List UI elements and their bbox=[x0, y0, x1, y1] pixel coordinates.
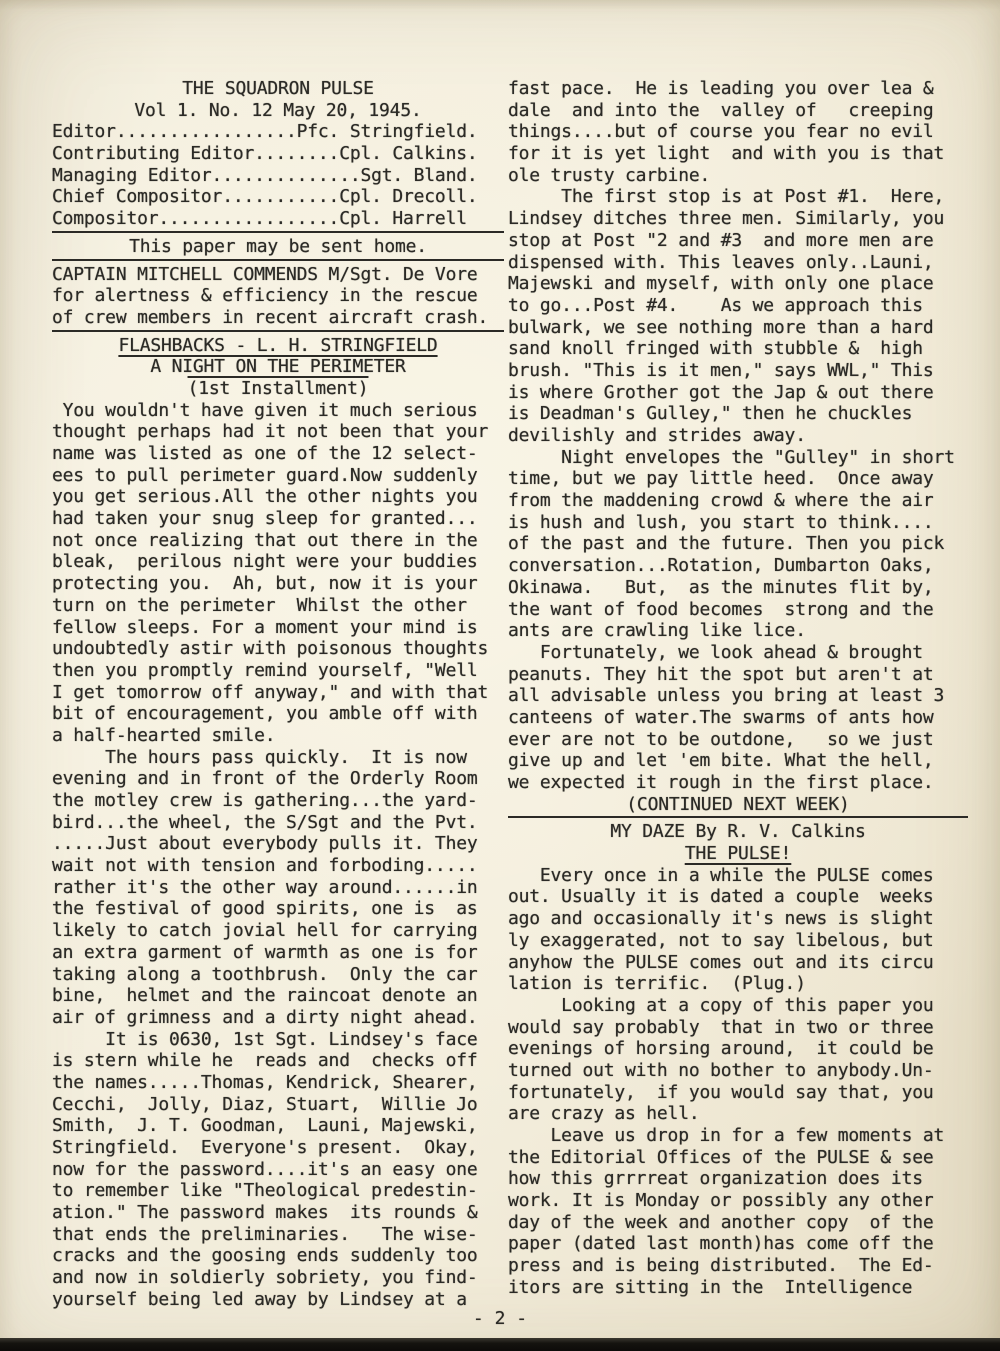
text-line: you get serious.All the other nights you bbox=[52, 486, 478, 508]
text-line: Looking at a copy of this paper you bbox=[508, 994, 934, 1016]
text-line: peanuts. They hit the spot but aren't at bbox=[508, 663, 934, 685]
text-line: canteens of water.The swarms of ants how bbox=[508, 706, 934, 728]
text-line: the want of food becomes strong and the bbox=[508, 598, 934, 620]
text-line: MY DAZE By R. V. Calkins bbox=[610, 821, 866, 843]
text-line: give up and let 'em bite. What the hell, bbox=[508, 750, 934, 772]
text-line: THE PULSE! bbox=[684, 843, 792, 865]
text-line: Stringfield. Everyone's present. Okay, bbox=[52, 1137, 478, 1158]
text-line: Contributing Editor........Cpl. Calkins. bbox=[52, 143, 478, 165]
text-line: .....Just about everybody pulls it. They bbox=[52, 833, 478, 855]
text-line: brush. "This is it men," says WWL," This bbox=[508, 359, 934, 381]
horizontal-rule bbox=[508, 815, 968, 821]
text-line: day of the week and another copy of the bbox=[508, 1211, 934, 1233]
text-line: ly exaggerated, not to say libelous, but bbox=[508, 929, 934, 951]
text-line: ole trusty carbine. bbox=[508, 164, 711, 186]
text-line: press and is being distributed. The Ed- bbox=[508, 1255, 934, 1277]
text-line: out. Usually it is dated a couple weeks bbox=[508, 886, 934, 908]
text-line: not once realizing that out there in the bbox=[52, 529, 478, 551]
text-line: is where Grother got the Jap & out there bbox=[508, 381, 934, 403]
photo-bottom-edge bbox=[0, 1338, 1000, 1351]
text-line: Night envelopes the "Gulley" in short bbox=[508, 446, 955, 468]
text-line: a half-hearted smile. bbox=[52, 724, 276, 746]
text-line: (CONTINUED NEXT WEEK) bbox=[626, 793, 850, 815]
text-line: now for the password....it's an easy one bbox=[52, 1158, 478, 1180]
text-line: to remember like "Theological predestin- bbox=[52, 1180, 478, 1202]
text-line: THE SQUADRON PULSE bbox=[182, 78, 374, 99]
right-column bbox=[508, 78, 968, 1299]
text-line: ago and occasionally it's news is slight bbox=[508, 908, 934, 930]
text-line: fortunately, if you would say that, you bbox=[508, 1081, 934, 1103]
text-line: that ends the preliminaries. The wise- bbox=[52, 1223, 478, 1245]
text-line: ants are crawling like lice. bbox=[508, 620, 806, 642]
text-line: the motley crew is gathering...the yard- bbox=[52, 790, 478, 811]
text-line: Editor.................Pfc. Stringfield. bbox=[52, 121, 478, 143]
text-line: ation." The password makes its rounds & bbox=[52, 1202, 478, 1224]
text-line: The hours pass quickly. It is now bbox=[52, 746, 467, 768]
text-line: Okinawa. But, as the minutes flit by, bbox=[508, 576, 934, 598]
text-line: A NIGHT ON THE PERIMETER bbox=[150, 356, 406, 378]
text-line: of the past and the future. Then you pick bbox=[508, 533, 945, 555]
text-line: is hush and lush, you start to think.... bbox=[508, 511, 934, 533]
text-line: Fortunately, we look ahead & brought bbox=[508, 641, 923, 663]
text-line: bit of encouragement, you amble off with bbox=[52, 703, 478, 725]
text-line: Lindsey ditches three men. Similarly, you bbox=[508, 208, 945, 230]
text-line: all advisable unless you bring at least 3 bbox=[508, 685, 945, 707]
text-line: evenings of horsing around, it could be bbox=[508, 1038, 934, 1060]
horizontal-rule bbox=[52, 329, 504, 335]
text-line: to go...Post #4. As we approach this bbox=[508, 294, 923, 316]
text-line: of crew members in recent aircraft crash. bbox=[52, 306, 489, 328]
text-line: wait not with tension and forboding..... bbox=[52, 855, 478, 877]
text-line: are crazy as hell. bbox=[508, 1103, 700, 1125]
text-line: paper (dated last month)has come off the bbox=[508, 1233, 934, 1255]
text-line: CAPTAIN MITCHELL COMMENDS M/Sgt. De Vore bbox=[52, 263, 478, 285]
text-line: Majewski and myself, with only one place bbox=[508, 273, 934, 295]
text-line: Managing Editor..............Sgt. Bland. bbox=[52, 164, 478, 186]
text-line: thought perhaps had it not been that your bbox=[52, 421, 489, 443]
text-line: air of grimness and a dirty night ahead. bbox=[52, 1006, 478, 1028]
text-line: the festival of good spirits, one is as bbox=[52, 898, 478, 920]
text-line: dispensed with. This leaves only..Launi, bbox=[508, 251, 934, 273]
text-line: for it is yet light and with you is that bbox=[508, 143, 945, 165]
text-line: Every once in a while the PULSE comes bbox=[508, 864, 934, 886]
text-line: would say probably that in two or three bbox=[508, 1016, 934, 1038]
text-line: bird...the wheel, the S/Sgt and the Pvt. bbox=[52, 811, 478, 833]
text-line: fast pace. He is leading you over lea & bbox=[508, 78, 934, 99]
text-line: itors are sitting in the Intelligence bbox=[508, 1276, 913, 1298]
text-line: had taken your snug sleep for granted... bbox=[52, 508, 478, 530]
text-line: fellow sleeps. For a moment your mind is bbox=[52, 616, 478, 638]
text-line: and now in soldierly sobriety, you find- bbox=[52, 1267, 478, 1289]
text-line: things....but of course you fear no evil bbox=[508, 121, 934, 143]
text-line: an extra garment of warmth as one is for bbox=[52, 941, 478, 963]
text-line: Compositor.................Cpl. Harrell bbox=[52, 208, 467, 230]
horizontal-rule bbox=[52, 230, 504, 236]
text-line: stop at Post "2 and #3 and more men are bbox=[508, 229, 934, 251]
text-line: anyhow the PULSE comes out and its circu bbox=[508, 951, 934, 973]
text-line: It is 0630, 1st Sgt. Lindsey's face bbox=[52, 1028, 478, 1050]
text-line: protecting you. Ah, but, now it is your bbox=[52, 573, 478, 595]
text-line: devilishly and strides away. bbox=[508, 425, 806, 446]
text-line: cracks and the goosing ends suddenly too bbox=[52, 1245, 478, 1267]
text-line: sand knoll fringed with stubble & high bbox=[508, 338, 923, 360]
text-line: ees to pull perimeter guard.Now suddenly bbox=[52, 464, 478, 486]
text-line: yourself being led away by Lindsey at a bbox=[52, 1288, 467, 1310]
text-line: The first stop is at Post #1. Here, bbox=[508, 186, 945, 208]
text-line: for alertness & efficiency in the rescue bbox=[52, 285, 478, 307]
text-line: Chief Compositor...........Cpl. Drecoll. bbox=[52, 186, 478, 208]
text-line: likely to catch jovial hell for carrying bbox=[52, 920, 478, 942]
text-line: is Deadman's Gulley," then he chuckles bbox=[508, 403, 913, 425]
text-line: undoubtedly astir with poisonous thoughts bbox=[52, 638, 489, 660]
text-line: turned out with no bother to anybody.Un- bbox=[508, 1059, 934, 1081]
text-line: I get tomorrow off anyway," and with that bbox=[52, 681, 489, 703]
text-line: Cecchi, Jolly, Diaz, Stuart, Willie Jo bbox=[52, 1093, 478, 1115]
text-line: time, but we pay little heed. Once away bbox=[508, 468, 934, 490]
horizontal-rule bbox=[52, 258, 504, 264]
left-column bbox=[52, 78, 504, 1311]
text-line: taking along a toothbrush. Only the car bbox=[52, 963, 478, 985]
text-line: (1st Installment) bbox=[187, 377, 369, 399]
text-line: work. It is Monday or possibly any other bbox=[508, 1190, 934, 1212]
text-line: dale and into the valley of creeping bbox=[508, 99, 934, 121]
text-line: evening and in front of the Orderly Room bbox=[52, 768, 478, 790]
text-line: is stern while he reads and checks off bbox=[52, 1050, 478, 1072]
text-line: name was listed as one of the 12 select- bbox=[52, 443, 478, 464]
text-line: This paper may be sent home. bbox=[129, 235, 427, 257]
text-line: ever are not to be outdone, so we just bbox=[508, 728, 934, 750]
page-number: - 2 - bbox=[472, 1308, 528, 1329]
text-line: the Editorial Offices of the PULSE & see bbox=[508, 1146, 934, 1168]
page-top-shading bbox=[0, 0, 1000, 10]
text-line: bine, helmet and the raincoat denote an bbox=[52, 985, 478, 1007]
text-line: FLASHBACKS - L. H. STRINGFIELD bbox=[118, 334, 438, 356]
text-line: lation is terrific. (Plug.) bbox=[508, 973, 806, 995]
text-line: You wouldn't have given it much serious bbox=[52, 399, 478, 421]
text-line: turn on the perimeter Whilst the other bbox=[52, 594, 467, 616]
text-line: then you promptly remind yourself, "Well bbox=[52, 659, 478, 681]
text-line: bulwark, we see nothing more than a hard bbox=[508, 316, 934, 338]
text-line: Smith, J. T. Goodman, Launi, Majewski, bbox=[52, 1115, 478, 1137]
text-line: Leave us drop in for a few moments at bbox=[508, 1125, 945, 1146]
text-line: from the maddening crowd & where the air bbox=[508, 490, 934, 512]
text-line: bleak, perilous night were your buddies bbox=[52, 551, 478, 573]
text-line: conversation...Rotation, Dumbarton Oaks, bbox=[508, 555, 934, 577]
text-line: we expected it rough in the first place. bbox=[508, 772, 934, 793]
text-line: the names.....Thomas, Kendrick, Shearer, bbox=[52, 1071, 478, 1093]
text-line: rather it's the other way around......in bbox=[52, 876, 478, 898]
text-line: Vol 1. No. 12 May 20, 1945. bbox=[134, 99, 422, 121]
text-line: how this grrrreat organization does its bbox=[508, 1168, 923, 1190]
